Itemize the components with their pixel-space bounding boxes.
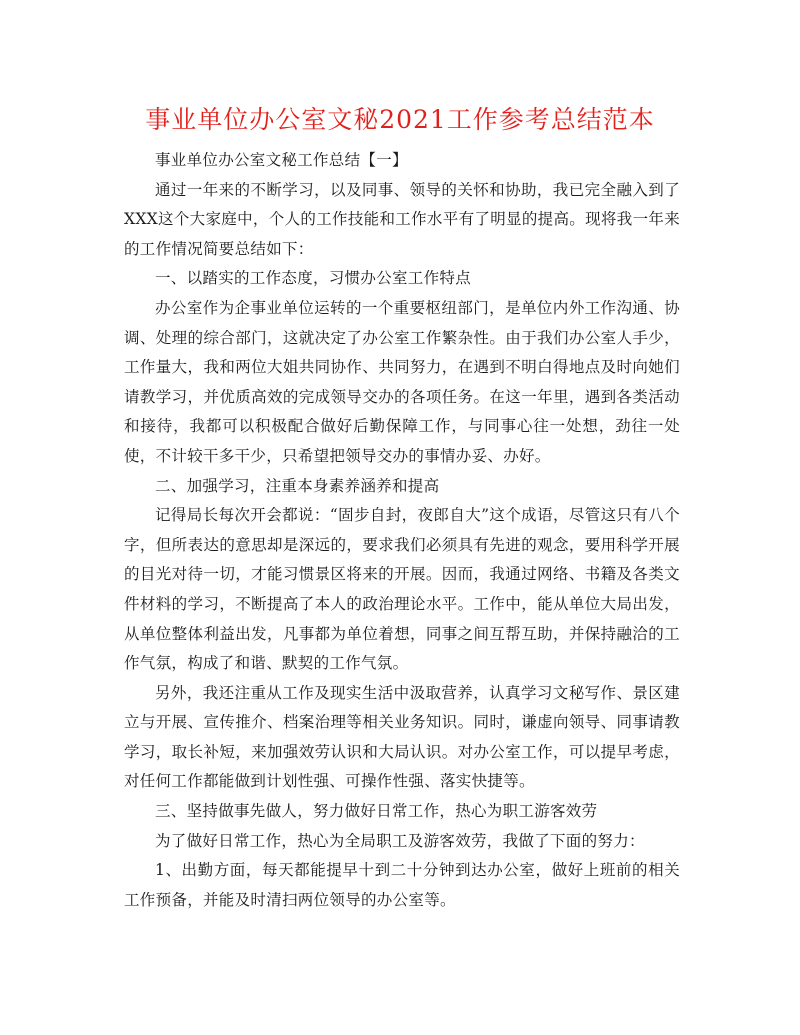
section-heading: 三、坚持做事先做人，努力做好日常工作，热心为职工游客效劳	[155, 802, 598, 821]
paragraph: 记得局长每次开会都说：“固步自封，夜郎自大”这个成语，尽管这只有八个字，但所表达的意思却是深远的，要求我们必须具有先进的观念，要用科学开展的目光对待一切，才能习惯景区将来的开展。因而，我通过网络、书籍及各类文件材料的学习，不断提高了本人的政治理论水平。工作中，能从单位大局出发，从单位整体利益出发，凡事都为单位着想，同事之间互帮互助，并保持融洽的工作气氛，构成了和谐、默契的工作气氛。	[124, 506, 680, 673]
section-subtitle: 事业单位办公室文秘工作总结【一】	[155, 151, 408, 169]
document-title: 事业单位办公室文秘2021工作参考总结范本	[145, 105, 655, 134]
paragraph: 为了做好日常工作，热心为全局职工及游客效劳，我做了下面的努力：	[155, 831, 645, 850]
section-heading: 一、以踏实的工作态度，习惯办公室工作特点	[155, 269, 472, 288]
section-heading: 二、加强学习，注重本身素养涵养和提高	[155, 476, 440, 495]
paragraph: 1、出勤方面，每天都能提早十到二十分钟到达办公室，做好上班前的相关工作预备，并能及时清扫两位领导的办公室等。	[124, 861, 680, 909]
paragraph: 另外，我还注重从工作及现实生活中汲取营养，认真学习文秘写作、景区建立与开展、宣传推介、档案治理等相关业务知识。同时，谦虚向领导、同事请教学习，取长补短，来加强效劳认识和大局认识。对办公室工作，可以提早考虑，对任何工作都能做到计划性强、可操作性强、落实快捷等。	[124, 683, 680, 791]
paragraph: 通过一年来的不断学习，以及同事、领导的关怀和协助，我已完全融入到了XXX这个大家庭中，个人的工作技能和工作水平有了明显的提高。现将我一年来的工作情况简要总结如下：	[124, 180, 680, 258]
document-body	[124, 146, 680, 915]
paragraph: 办公室作为企事业单位运转的一个重要枢纽部门，是单位内外工作沟通、协调、处理的综合部门，这就决定了办公室工作繁杂性。由于我们办公室人手少，工作量大，我和两位大姐共同协作、共同努力，在遇到不明白得地点及时向她们请教学习，并优质高效的完成领导交办的各项任务。在这一年里，遇到各类活动和接待，我都可以积极配合做好后勤保障工作，与同事心往一处想，劲往一处使，不计较干多干少，只希望把领导交办的事情办妥、办好。	[124, 298, 680, 465]
